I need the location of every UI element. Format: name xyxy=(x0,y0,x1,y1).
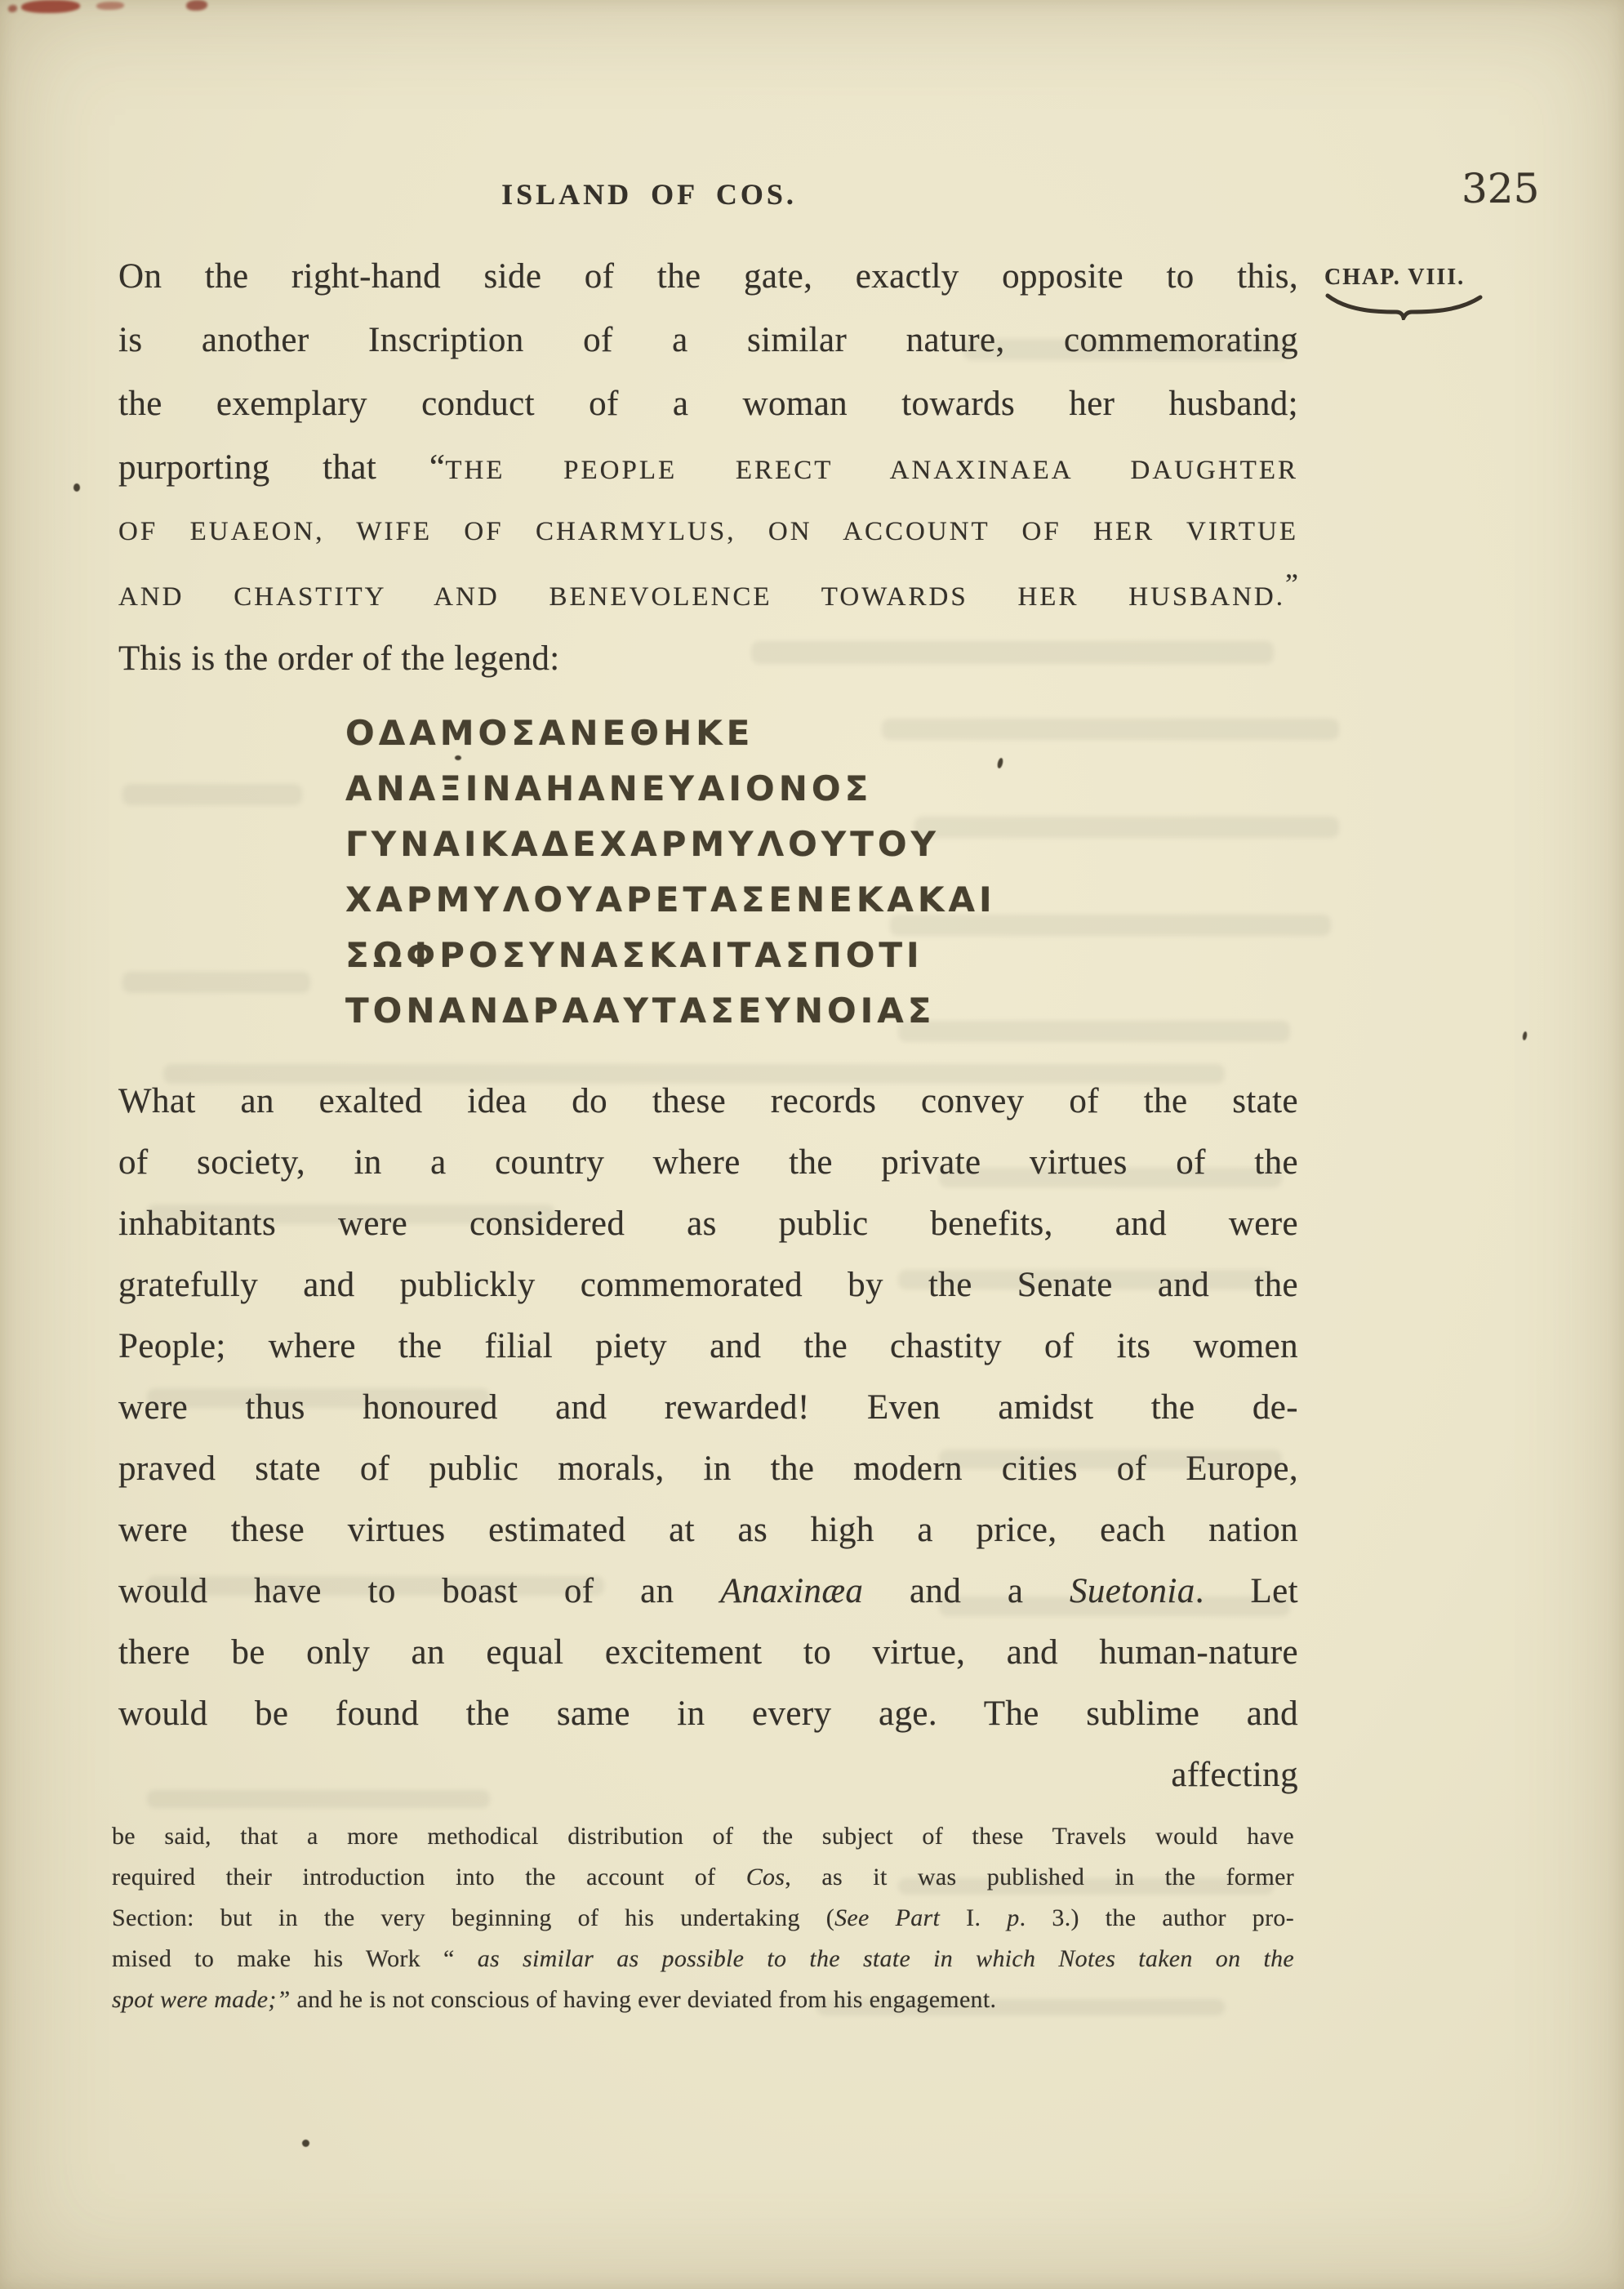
red-ink-stain xyxy=(21,0,80,13)
inscription-line: ΑΝΑΞΙΝΑΗΑΝΕΥΑΙΟΝΟΣ xyxy=(345,768,873,808)
page-number: 325 xyxy=(1462,165,1540,212)
quoted-caps-segment: AND CHASTITY AND BENEVOLENCE TOWARDS HER HUSBAND. xyxy=(118,582,1286,612)
text-line: is another Inscription of a similar nature, commemorating xyxy=(118,321,1298,359)
text-segment: , as it was published in the former xyxy=(785,1864,1294,1890)
text-line: praved state of public morals, in the modern cities of Europe, xyxy=(118,1450,1298,1488)
text-segment: . 3.) the author pro- xyxy=(1019,1904,1294,1931)
text-line: This is the order of the legend: xyxy=(118,639,560,678)
inscription-line: ΣΩΦΡΟΣΥΝΑΣΚΑΙΤΑΣΠΟΤΙ xyxy=(345,935,923,975)
italic-segment: p xyxy=(1007,1904,1020,1931)
inscription-line: ΧΑΡΜΥΛΟΥΑΡΕΤΑΣΕΝΕΚΑΚΑΙ xyxy=(345,880,996,920)
inscription-line: ΤΟΝΑΝΔΡΑΑΥΤΑΣΕΥΝΟΙΑΣ xyxy=(345,991,936,1031)
text-segment: would have to boast of an xyxy=(118,1572,721,1610)
text-segment: purporting that “ xyxy=(118,448,446,487)
red-ink-stain xyxy=(186,0,207,11)
inscription-line: ΓΥΝΑΙΚΑΔΕΧΑΡΜΥΛΟΥΤΟΥ xyxy=(345,824,940,864)
text-segment: required their introduction into the account of xyxy=(112,1864,746,1890)
bleed-through-mark xyxy=(122,972,310,993)
ink-speck xyxy=(73,483,80,492)
text-line: inhabitants were considered as public benefits, and were xyxy=(118,1205,1298,1243)
greek-inscription xyxy=(345,706,996,1039)
footnote-line xyxy=(112,1979,1294,2020)
text-line: People; where the filial piety and the chastity of its women xyxy=(118,1327,1298,1365)
text-line xyxy=(118,1561,1298,1622)
ink-speck xyxy=(302,2140,309,2147)
text-line: were thus honoured and rewarded! Even amidst the de- xyxy=(118,1388,1298,1427)
text-segment: . Let xyxy=(1195,1572,1298,1610)
text-segment: I. xyxy=(940,1904,1008,1931)
text-segment: and he is not conscious of having ever deviated from his engagement. xyxy=(290,1986,997,2013)
text-line: would be found the same in every age. The sublime and xyxy=(118,1694,1298,1733)
quoted-caps-segment: THE PEOPLE ERECT ANAXINAEA DAUGHTER xyxy=(445,456,1298,485)
bleed-through-mark xyxy=(122,784,302,805)
chapter-note xyxy=(1324,263,1496,320)
inscription-line: ΟΔΑΜΟΣΑΝΕΘΗΚΕ xyxy=(345,713,754,753)
italic-name: Anaxinæa xyxy=(720,1572,864,1610)
text-segment: and a xyxy=(863,1572,1070,1610)
red-ink-stain xyxy=(8,5,17,12)
chapter-brace-icon xyxy=(1324,292,1484,320)
text-line: What an exalted idea do these records convey of the state xyxy=(118,1082,1298,1120)
footnote-line xyxy=(112,1857,1294,1898)
chapter-note-label: CHAP. VIII. xyxy=(1324,265,1466,290)
intro-paragraph xyxy=(118,245,1298,691)
italic-segment: spot were made;” xyxy=(112,1986,291,2013)
footnote xyxy=(112,1816,1294,2020)
text-segment: mised to make his Work “ xyxy=(112,1945,478,1972)
closing-quote: ” xyxy=(1285,568,1298,600)
quoted-caps-line: OF EUAEON, WIFE OF CHARMYLUS, ON ACCOUNT OF HER VIRTUE xyxy=(118,517,1298,546)
footnote-line xyxy=(112,1939,1294,1979)
running-title: ISLAND OF COS. xyxy=(501,178,797,211)
text-line: gratefully and publickly commemorated by the Senate and the xyxy=(118,1266,1298,1304)
text-line: were these virtues estimated at as high a price, each nation xyxy=(118,1511,1298,1549)
quoted-caps-line xyxy=(118,563,1298,627)
catchword: affecting xyxy=(1171,1756,1298,1794)
italic-segment: Cos xyxy=(745,1864,785,1890)
italic-name: Suetonia xyxy=(1070,1572,1195,1610)
text-line: On the right-hand side of the gate, exactly opposite to this, xyxy=(118,257,1298,296)
text-line xyxy=(118,436,1298,500)
text-line: of society, in a country where the private virtues of the xyxy=(118,1143,1298,1182)
italic-segment: See Part xyxy=(834,1904,941,1931)
text-line: there be only an equal excitement to virtue, and human-nature xyxy=(118,1633,1298,1672)
text-segment: Section: but in the very beginning of his undertaking ( xyxy=(112,1904,835,1931)
red-ink-stain xyxy=(96,2,124,10)
text-line: the exemplary conduct of a woman towards her husband; xyxy=(118,385,1298,423)
main-paragraph xyxy=(118,1071,1298,1806)
ink-speck xyxy=(997,757,1004,768)
footnote-line: be said, that a more methodical distribution of the subject of these Travels would have xyxy=(112,1823,1294,1850)
italic-segment: as similar as possible to the state in which Notes taken on the xyxy=(477,1945,1294,1972)
footnote-line xyxy=(112,1898,1294,1939)
ink-speck xyxy=(1522,1031,1528,1041)
